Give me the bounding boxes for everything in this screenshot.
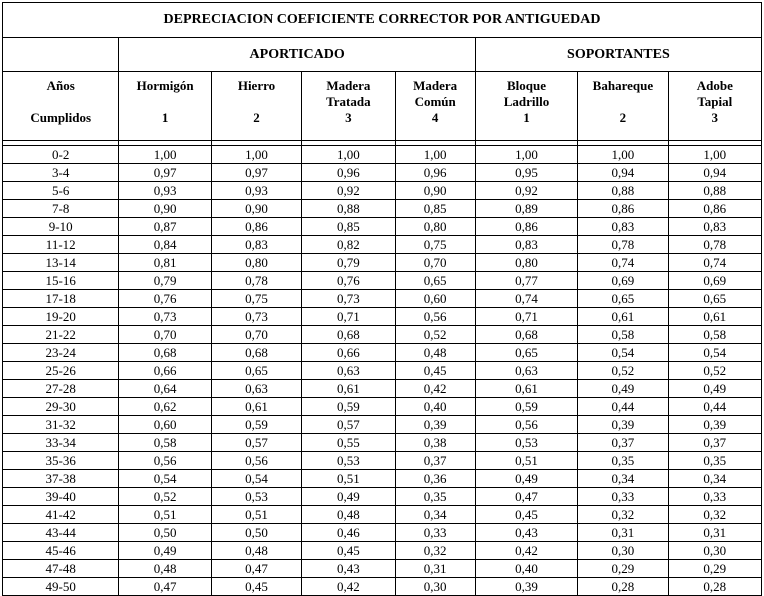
cell-bahareque: 0,83 xyxy=(578,218,668,236)
cell-hormigon: 0,87 xyxy=(119,218,211,236)
cell-madera-tratada: 0,88 xyxy=(302,200,395,218)
cell-madera-comun: 0,60 xyxy=(395,290,475,308)
col-header-madera-comun-number: 4 xyxy=(431,110,439,125)
table-row xyxy=(3,416,762,434)
cell-bahareque: 0,49 xyxy=(578,380,668,398)
cell-anos: 45-46 xyxy=(3,542,119,560)
table-row xyxy=(3,560,762,578)
cell-hierro: 0,61 xyxy=(211,398,301,416)
cell-anos: 29-30 xyxy=(3,398,119,416)
cell-madera-tratada: 0,76 xyxy=(302,272,395,290)
cell-bahareque: 0,37 xyxy=(578,434,668,452)
cell-bloque-ladrillo: 0,47 xyxy=(475,488,577,506)
cell-adobe-tapial: 0,32 xyxy=(668,506,761,524)
cell-bahareque: 0,31 xyxy=(578,524,668,542)
cell-bloque-ladrillo: 0,86 xyxy=(475,218,577,236)
cell-bloque-ladrillo: 0,74 xyxy=(475,290,577,308)
cell-madera-tratada: 0,43 xyxy=(302,560,395,578)
cell-madera-tratada: 0,51 xyxy=(302,470,395,488)
cell-hierro: 0,97 xyxy=(211,164,301,182)
cell-madera-comun: 0,70 xyxy=(395,254,475,272)
cell-madera-tratada: 0,45 xyxy=(302,542,395,560)
cell-hormigon: 0,70 xyxy=(119,326,211,344)
cell-madera-comun: 0,85 xyxy=(395,200,475,218)
cell-hormigon: 0,50 xyxy=(119,524,211,542)
cell-madera-comun: 0,40 xyxy=(395,398,475,416)
cell-hormigon: 0,58 xyxy=(119,434,211,452)
table-row xyxy=(3,308,762,326)
table-row xyxy=(3,326,762,344)
cell-hierro: 0,48 xyxy=(211,542,301,560)
cell-madera-tratada: 0,66 xyxy=(302,344,395,362)
table-row xyxy=(3,182,762,200)
cell-adobe-tapial: 0,30 xyxy=(668,542,761,560)
cell-adobe-tapial: 0,58 xyxy=(668,326,761,344)
cell-bahareque: 0,54 xyxy=(578,344,668,362)
cell-madera-comun: 0,56 xyxy=(395,308,475,326)
cell-madera-comun: 0,45 xyxy=(395,362,475,380)
cell-bloque-ladrillo: 0,77 xyxy=(475,272,577,290)
cell-bahareque: 1,00 xyxy=(578,146,668,164)
cell-bloque-ladrillo: 0,59 xyxy=(475,398,577,416)
cell-madera-comun: 0,48 xyxy=(395,344,475,362)
cell-madera-comun: 0,37 xyxy=(395,452,475,470)
cell-anos: 0-2 xyxy=(3,146,119,164)
col-header-hormigon-number: 1 xyxy=(161,110,169,125)
cell-madera-comun: 0,65 xyxy=(395,272,475,290)
cell-hierro: 0,83 xyxy=(211,236,301,254)
cell-hierro: 0,47 xyxy=(211,560,301,578)
cell-anos: 25-26 xyxy=(3,362,119,380)
col-header-bloque-ladrillo xyxy=(475,72,577,141)
col-header-adobe-tapial-line2: Tapial xyxy=(697,94,733,109)
cell-hormigon: 0,79 xyxy=(119,272,211,290)
cell-madera-comun: 0,90 xyxy=(395,182,475,200)
cell-anos: 11-12 xyxy=(3,236,119,254)
cell-hierro: 0,86 xyxy=(211,218,301,236)
cell-bahareque: 0,30 xyxy=(578,542,668,560)
cell-madera-comun: 0,31 xyxy=(395,560,475,578)
group-empty-cell xyxy=(3,38,119,72)
cell-bahareque: 0,94 xyxy=(578,164,668,182)
col-header-hierro-label: Hierro xyxy=(237,78,276,93)
table-row xyxy=(3,164,762,182)
cell-hierro: 0,75 xyxy=(211,290,301,308)
cell-bahareque: 0,65 xyxy=(578,290,668,308)
cell-bahareque: 0,39 xyxy=(578,416,668,434)
cell-anos: 9-10 xyxy=(3,218,119,236)
cell-adobe-tapial: 0,28 xyxy=(668,578,761,596)
cell-adobe-tapial: 0,44 xyxy=(668,398,761,416)
table-row xyxy=(3,470,762,488)
cell-hormigon: 1,00 xyxy=(119,146,211,164)
cell-anos: 39-40 xyxy=(3,488,119,506)
cell-bahareque: 0,74 xyxy=(578,254,668,272)
col-header-bahareque xyxy=(578,72,668,141)
cell-anos: 41-42 xyxy=(3,506,119,524)
cell-hierro: 0,59 xyxy=(211,416,301,434)
col-header-madera-comun-line2: Común xyxy=(414,94,456,109)
cell-bahareque: 0,28 xyxy=(578,578,668,596)
cell-madera-comun: 0,33 xyxy=(395,524,475,542)
cell-bahareque: 0,58 xyxy=(578,326,668,344)
table-row xyxy=(3,218,762,236)
cell-bahareque: 0,69 xyxy=(578,272,668,290)
col-header-bloque-ladrillo-number: 1 xyxy=(523,110,530,125)
cell-bloque-ladrillo: 0,65 xyxy=(475,344,577,362)
cell-hierro: 0,80 xyxy=(211,254,301,272)
table-title: DEPRECIACION COEFICIENTE CORRECTOR POR ANTIGUEDAD xyxy=(3,3,762,38)
table-row xyxy=(3,200,762,218)
cell-anos: 37-38 xyxy=(3,470,119,488)
cell-bloque-ladrillo: 1,00 xyxy=(475,146,577,164)
cell-adobe-tapial: 0,49 xyxy=(668,380,761,398)
col-header-bahareque-number: 2 xyxy=(619,110,627,125)
table-row xyxy=(3,362,762,380)
cell-bloque-ladrillo: 0,56 xyxy=(475,416,577,434)
group-aporticado: APORTICADO xyxy=(119,38,475,72)
cell-bloque-ladrillo: 0,71 xyxy=(475,308,577,326)
cell-madera-tratada: 0,46 xyxy=(302,524,395,542)
col-header-anos xyxy=(3,72,119,141)
table-row xyxy=(3,434,762,452)
cell-bahareque: 0,88 xyxy=(578,182,668,200)
cell-madera-tratada: 0,82 xyxy=(302,236,395,254)
cell-hormigon: 0,76 xyxy=(119,290,211,308)
cell-hormigon: 0,62 xyxy=(119,398,211,416)
cell-bloque-ladrillo: 0,49 xyxy=(475,470,577,488)
table-row xyxy=(3,272,762,290)
cell-adobe-tapial: 0,39 xyxy=(668,416,761,434)
group-soportantes: SOPORTANTES xyxy=(475,38,761,72)
cell-hormigon: 0,47 xyxy=(119,578,211,596)
cell-hormigon: 0,97 xyxy=(119,164,211,182)
cell-bloque-ladrillo: 0,61 xyxy=(475,380,577,398)
cell-bahareque: 0,34 xyxy=(578,470,668,488)
cell-adobe-tapial: 0,31 xyxy=(668,524,761,542)
cell-anos: 43-44 xyxy=(3,524,119,542)
cell-adobe-tapial: 0,78 xyxy=(668,236,761,254)
cell-bloque-ladrillo: 0,43 xyxy=(475,524,577,542)
cell-bloque-ladrillo: 0,83 xyxy=(475,236,577,254)
cell-madera-comun: 1,00 xyxy=(395,146,475,164)
cell-madera-comun: 0,34 xyxy=(395,506,475,524)
cell-adobe-tapial: 0,88 xyxy=(668,182,761,200)
cell-bloque-ladrillo: 0,39 xyxy=(475,578,577,596)
cell-hierro: 0,90 xyxy=(211,200,301,218)
cell-anos: 13-14 xyxy=(3,254,119,272)
cell-hormigon: 0,84 xyxy=(119,236,211,254)
col-header-bloque-ladrillo-line2: Ladrillo xyxy=(503,94,550,109)
cell-madera-comun: 0,52 xyxy=(395,326,475,344)
cell-hierro: 0,56 xyxy=(211,452,301,470)
table-row xyxy=(3,488,762,506)
cell-adobe-tapial: 0,83 xyxy=(668,218,761,236)
cell-hormigon: 0,51 xyxy=(119,506,211,524)
cell-bloque-ladrillo: 0,42 xyxy=(475,542,577,560)
cell-bahareque: 0,33 xyxy=(578,488,668,506)
cell-adobe-tapial: 0,52 xyxy=(668,362,761,380)
cell-madera-tratada: 0,85 xyxy=(302,218,395,236)
cell-adobe-tapial: 0,54 xyxy=(668,344,761,362)
cell-bloque-ladrillo: 0,80 xyxy=(475,254,577,272)
table-row xyxy=(3,254,762,272)
cell-adobe-tapial: 0,37 xyxy=(668,434,761,452)
cell-madera-comun: 0,36 xyxy=(395,470,475,488)
cell-hormigon: 0,66 xyxy=(119,362,211,380)
cell-bahareque: 0,86 xyxy=(578,200,668,218)
depreciation-table xyxy=(2,2,762,596)
cell-anos: 19-20 xyxy=(3,308,119,326)
cell-madera-tratada: 0,57 xyxy=(302,416,395,434)
cell-hormigon: 0,64 xyxy=(119,380,211,398)
cell-hierro: 0,53 xyxy=(211,488,301,506)
cell-madera-comun: 0,80 xyxy=(395,218,475,236)
cell-madera-comun: 0,75 xyxy=(395,236,475,254)
table-body xyxy=(3,146,762,596)
cell-madera-comun: 0,30 xyxy=(395,578,475,596)
cell-adobe-tapial: 0,86 xyxy=(668,200,761,218)
table-row xyxy=(3,506,762,524)
cell-madera-tratada: 0,73 xyxy=(302,290,395,308)
cell-hormigon: 0,54 xyxy=(119,470,211,488)
col-header-madera-comun-line1: Madera xyxy=(413,78,458,93)
col-header-madera-tratada xyxy=(302,72,395,141)
cell-madera-tratada: 0,49 xyxy=(302,488,395,506)
cell-adobe-tapial: 0,29 xyxy=(668,560,761,578)
cell-hierro: 0,57 xyxy=(211,434,301,452)
col-header-adobe-tapial xyxy=(668,72,761,141)
cell-madera-tratada: 0,63 xyxy=(302,362,395,380)
cell-madera-tratada: 0,92 xyxy=(302,182,395,200)
cell-madera-comun: 0,42 xyxy=(395,380,475,398)
cell-madera-comun: 0,96 xyxy=(395,164,475,182)
col-header-anos-line2: Cumplidos xyxy=(30,110,92,125)
cell-madera-tratada: 1,00 xyxy=(302,146,395,164)
cell-hormigon: 0,68 xyxy=(119,344,211,362)
cell-hierro: 0,65 xyxy=(211,362,301,380)
cell-bahareque: 0,29 xyxy=(578,560,668,578)
cell-madera-comun: 0,35 xyxy=(395,488,475,506)
col-header-madera-tratada-number: 3 xyxy=(345,110,352,125)
table-row xyxy=(3,578,762,596)
cell-anos: 15-16 xyxy=(3,272,119,290)
cell-adobe-tapial: 0,94 xyxy=(668,164,761,182)
cell-anos: 17-18 xyxy=(3,290,119,308)
cell-anos: 35-36 xyxy=(3,452,119,470)
cell-hormigon: 0,73 xyxy=(119,308,211,326)
cell-hierro: 0,63 xyxy=(211,380,301,398)
cell-bloque-ladrillo: 0,92 xyxy=(475,182,577,200)
cell-adobe-tapial: 0,61 xyxy=(668,308,761,326)
cell-hormigon: 0,48 xyxy=(119,560,211,578)
cell-madera-tratada: 0,53 xyxy=(302,452,395,470)
col-header-hormigon xyxy=(119,72,211,141)
cell-madera-comun: 0,32 xyxy=(395,542,475,560)
cell-anos: 47-48 xyxy=(3,560,119,578)
cell-hormigon: 0,60 xyxy=(119,416,211,434)
cell-adobe-tapial: 1,00 xyxy=(668,146,761,164)
table-row xyxy=(3,344,762,362)
col-header-hierro xyxy=(211,72,301,141)
col-header-hormigon-label: Hormigón xyxy=(136,78,194,93)
cell-madera-tratada: 0,68 xyxy=(302,326,395,344)
cell-bloque-ladrillo: 0,95 xyxy=(475,164,577,182)
cell-adobe-tapial: 0,33 xyxy=(668,488,761,506)
cell-bahareque: 0,44 xyxy=(578,398,668,416)
table-row xyxy=(3,542,762,560)
cell-madera-comun: 0,39 xyxy=(395,416,475,434)
cell-adobe-tapial: 0,74 xyxy=(668,254,761,272)
col-header-madera-tratada-line2: Tratada xyxy=(326,94,371,109)
cell-bahareque: 0,35 xyxy=(578,452,668,470)
col-header-adobe-tapial-number: 3 xyxy=(711,110,719,125)
table-row xyxy=(3,236,762,254)
cell-madera-tratada: 0,71 xyxy=(302,308,395,326)
col-header-bloque-ladrillo-line1: Bloque xyxy=(507,78,547,93)
table-row xyxy=(3,290,762,308)
cell-anos: 23-24 xyxy=(3,344,119,362)
cell-bloque-ladrillo: 0,89 xyxy=(475,200,577,218)
col-header-anos-line1: Años xyxy=(46,78,75,93)
cell-hierro: 0,68 xyxy=(211,344,301,362)
cell-hormigon: 0,52 xyxy=(119,488,211,506)
cell-madera-tratada: 0,96 xyxy=(302,164,395,182)
cell-bahareque: 0,78 xyxy=(578,236,668,254)
cell-madera-tratada: 0,42 xyxy=(302,578,395,596)
cell-hormigon: 0,49 xyxy=(119,542,211,560)
col-header-madera-comun xyxy=(395,72,475,141)
cell-adobe-tapial: 0,69 xyxy=(668,272,761,290)
cell-hormigon: 0,90 xyxy=(119,200,211,218)
cell-bahareque: 0,61 xyxy=(578,308,668,326)
cell-bloque-ladrillo: 0,45 xyxy=(475,506,577,524)
col-header-bahareque-label: Bahareque xyxy=(592,78,654,93)
cell-madera-tratada: 0,55 xyxy=(302,434,395,452)
cell-hierro: 0,93 xyxy=(211,182,301,200)
cell-madera-tratada: 0,61 xyxy=(302,380,395,398)
cell-hormigon: 0,93 xyxy=(119,182,211,200)
cell-madera-comun: 0,38 xyxy=(395,434,475,452)
cell-anos: 3-4 xyxy=(3,164,119,182)
table-row xyxy=(3,146,762,164)
col-header-hierro-number: 2 xyxy=(253,110,260,125)
cell-bahareque: 0,52 xyxy=(578,362,668,380)
cell-adobe-tapial: 0,65 xyxy=(668,290,761,308)
cell-hierro: 0,70 xyxy=(211,326,301,344)
cell-madera-tratada: 0,48 xyxy=(302,506,395,524)
cell-bloque-ladrillo: 0,53 xyxy=(475,434,577,452)
cell-hierro: 0,54 xyxy=(211,470,301,488)
cell-anos: 31-32 xyxy=(3,416,119,434)
cell-madera-tratada: 0,59 xyxy=(302,398,395,416)
cell-madera-tratada: 0,79 xyxy=(302,254,395,272)
table-row xyxy=(3,524,762,542)
cell-hierro: 1,00 xyxy=(211,146,301,164)
col-header-adobe-tapial-line1: Adobe xyxy=(696,78,733,93)
cell-anos: 21-22 xyxy=(3,326,119,344)
cell-hierro: 0,73 xyxy=(211,308,301,326)
cell-adobe-tapial: 0,34 xyxy=(668,470,761,488)
cell-hormigon: 0,81 xyxy=(119,254,211,272)
cell-hierro: 0,45 xyxy=(211,578,301,596)
cell-hierro: 0,78 xyxy=(211,272,301,290)
cell-anos: 7-8 xyxy=(3,200,119,218)
cell-anos: 33-34 xyxy=(3,434,119,452)
table-row xyxy=(3,380,762,398)
cell-hierro: 0,50 xyxy=(211,524,301,542)
cell-bloque-ladrillo: 0,40 xyxy=(475,560,577,578)
col-header-madera-tratada-line1: Madera xyxy=(326,78,371,93)
cell-bahareque: 0,32 xyxy=(578,506,668,524)
cell-anos: 27-28 xyxy=(3,380,119,398)
cell-bloque-ladrillo: 0,68 xyxy=(475,326,577,344)
cell-bloque-ladrillo: 0,63 xyxy=(475,362,577,380)
cell-anos: 49-50 xyxy=(3,578,119,596)
cell-adobe-tapial: 0,35 xyxy=(668,452,761,470)
cell-hormigon: 0,56 xyxy=(119,452,211,470)
cell-anos: 5-6 xyxy=(3,182,119,200)
table-row xyxy=(3,452,762,470)
cell-bloque-ladrillo: 0,51 xyxy=(475,452,577,470)
cell-hierro: 0,51 xyxy=(211,506,301,524)
table-row xyxy=(3,398,762,416)
